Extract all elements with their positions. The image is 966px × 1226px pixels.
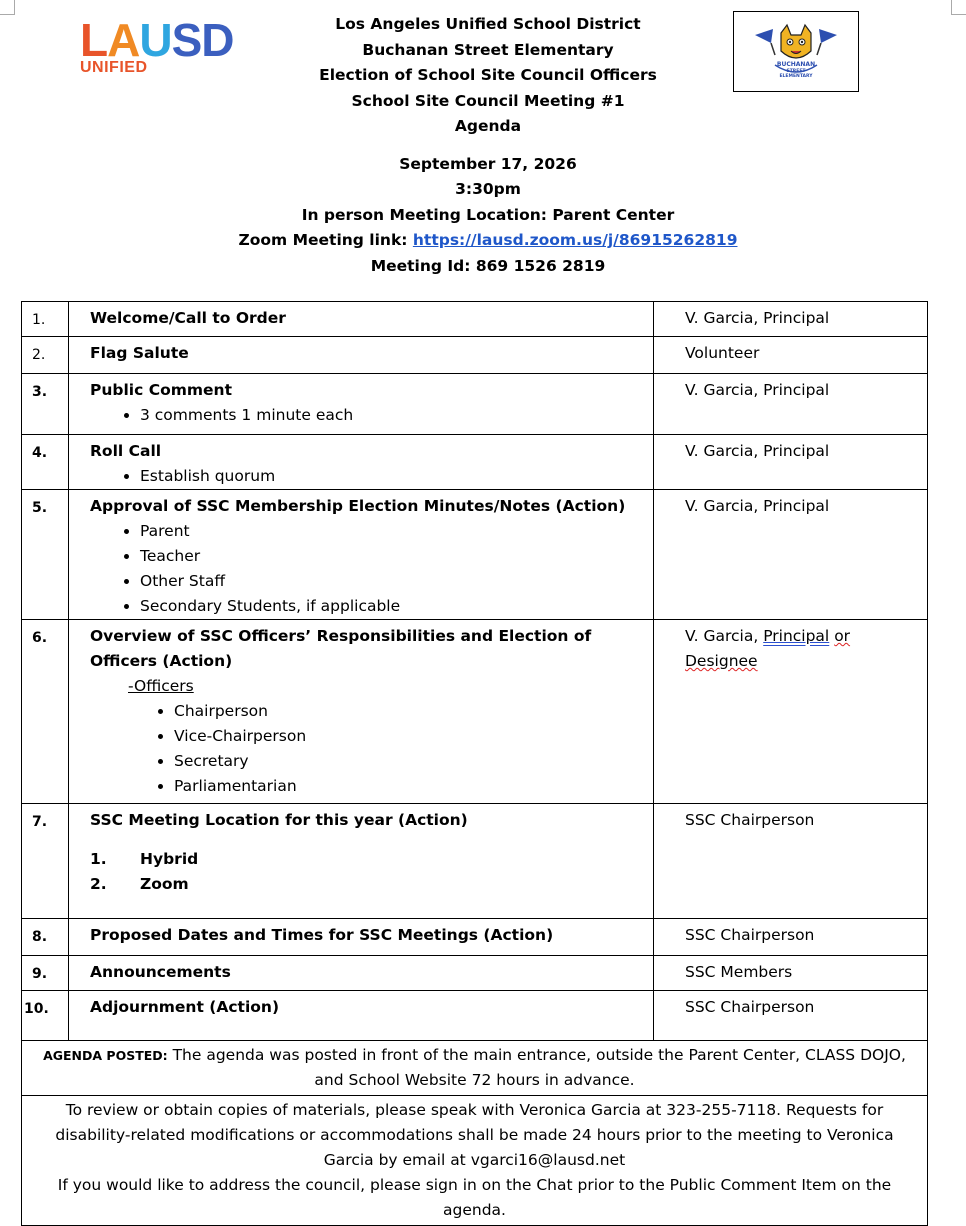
agenda-row <box>22 490 928 620</box>
footer-row-notice <box>22 1096 928 1226</box>
item-number: 7. <box>22 804 69 919</box>
page-corner-mark-left <box>0 0 15 15</box>
item-title: Approval of SSC Membership Election Minutes/Notes (Action) <box>90 497 626 515</box>
footer-row-posted <box>22 1041 928 1096</box>
mascot-caption: BUCHANAN <box>776 60 816 68</box>
agenda-row <box>22 302 928 337</box>
agenda-row <box>22 804 928 919</box>
item-number: 2. <box>22 337 69 374</box>
agenda-row <box>22 374 928 435</box>
item-sub-label: -Officers <box>128 677 194 695</box>
item-presenter: V. Garcia, Principal or Designee <box>654 620 928 804</box>
bullet-item: • Secretary <box>174 749 645 774</box>
bullet-item: • Parliamentarian <box>174 774 645 799</box>
bullet-item: • 3 comments 1 minute each <box>140 403 645 428</box>
zoom-line <box>200 228 776 254</box>
item-title: Public Comment <box>90 381 232 399</box>
agenda-row <box>22 337 928 374</box>
agenda-row <box>22 919 928 956</box>
item-title: Proposed Dates and Times for SSC Meetings (Action) <box>90 926 554 944</box>
item-title: Flag Salute <box>90 344 189 362</box>
item-options <box>90 847 645 897</box>
item-title: SSC Meeting Location for this year (Action) <box>90 811 468 829</box>
item-presenter: SSC Members <box>654 956 928 991</box>
meeting-date: September 17, 2026 <box>399 154 577 173</box>
item-presenter: V. Garcia, Principal <box>654 435 928 490</box>
bullet-item: • Other Staff <box>140 569 645 594</box>
item-number: 3. <box>22 374 69 435</box>
item-presenter: SSC Chairperson <box>654 919 928 956</box>
page-corner-mark-right <box>951 0 966 15</box>
item-presenter: SSC Chairperson <box>654 991 928 1041</box>
item-bullets <box>90 464 645 489</box>
document-header <box>200 12 776 279</box>
item-bullets <box>90 519 645 619</box>
meeting-number: School Site Council Meeting #1 <box>351 91 625 110</box>
mascot-caption: ELEMENTARY <box>779 73 813 79</box>
zoom-meeting-link[interactable]: https://lausd.zoom.us/j/86915262819 <box>412 231 738 249</box>
agenda-row <box>22 991 928 1041</box>
item-number: 10. <box>22 991 69 1041</box>
logo-letter: U <box>139 14 172 66</box>
address-council-notice: If you would like to address the council, please sign in on the Chat prior to the Public Comment Item on the agenda. <box>57 1176 892 1219</box>
meeting-location: In person Meeting Location: Parent Center <box>301 205 675 224</box>
document-title: Agenda <box>454 117 522 135</box>
bullet-item: • Secondary Students, if applicable <box>140 594 645 619</box>
item-presenter: Volunteer <box>654 337 928 374</box>
bullet-item: • Establish quorum <box>140 464 645 489</box>
item-number: 6. <box>22 620 69 804</box>
meeting-purpose: Election of School Site Council Officers <box>319 66 657 84</box>
item-presenter: V. Garcia, Principal <box>654 302 928 337</box>
bullet-item: • Parent <box>140 519 645 544</box>
meeting-id: Meeting Id: 869 1526 2819 <box>370 256 606 275</box>
item-number: 4. <box>22 435 69 490</box>
logo-letter: D <box>201 14 234 66</box>
school-name: Buchanan Street Elementary <box>362 40 614 59</box>
item-bullets <box>90 403 645 428</box>
item-title: Overview of SSC Officers’ Responsibilities and Election of Officers (Action) <box>90 627 592 670</box>
item-title: Roll Call <box>90 442 162 460</box>
item-presenter: V. Garcia, Principal <box>654 490 928 620</box>
bullet-item: • Chairperson <box>174 699 645 724</box>
item-number: 9. <box>22 956 69 991</box>
agenda-table <box>21 301 928 1226</box>
item-title: Adjournment (Action) <box>90 998 280 1016</box>
logo-letter: S <box>171 14 202 66</box>
zoom-label: Zoom Meeting link: <box>238 231 413 249</box>
district-name: Los Angeles Unified School District <box>335 15 641 33</box>
item-presenter: V. Garcia, Principal <box>654 374 928 435</box>
logo-subtitle: UNIFIED <box>80 59 148 76</box>
meeting-time: 3:30pm <box>455 180 521 198</box>
bullet-item: • Vice-Chairperson <box>174 724 645 749</box>
item-bullets <box>90 699 645 799</box>
item-presenter: SSC Chairperson <box>654 804 928 919</box>
agenda-row <box>22 620 928 804</box>
item-number: 8. <box>22 919 69 956</box>
item-title: Announcements <box>90 963 231 981</box>
logo-letter: L <box>80 14 108 66</box>
logo-letter: A <box>107 14 140 66</box>
option-item: 1. Hybrid <box>90 850 199 868</box>
materials-notice: To review or obtain copies of materials, please speak with Veronica Garcia at 323-255-7118. Requests for disability-related modifications or accommodations shall be made 24 hours prior to the meeting to Veronica Garcia by email at vgarci16@lausd.net <box>55 1101 894 1169</box>
item-number: 5. <box>22 490 69 620</box>
agenda-posted-label: AGENDA POSTED: <box>43 1048 168 1063</box>
option-item: 2. Zoom <box>90 875 189 893</box>
agenda-row <box>22 956 928 991</box>
agenda-posted-text: The agenda was posted in front of the main entrance, outside the Parent Center, CLASS DOJO, and School Website 72 hours in advance. <box>167 1046 906 1089</box>
bullet-item: • Teacher <box>140 544 645 569</box>
item-number: 1. <box>22 302 69 337</box>
agenda-row <box>22 435 928 490</box>
item-title: Welcome/Call to Order <box>90 309 286 327</box>
mascot-caption: STREET <box>786 68 806 74</box>
